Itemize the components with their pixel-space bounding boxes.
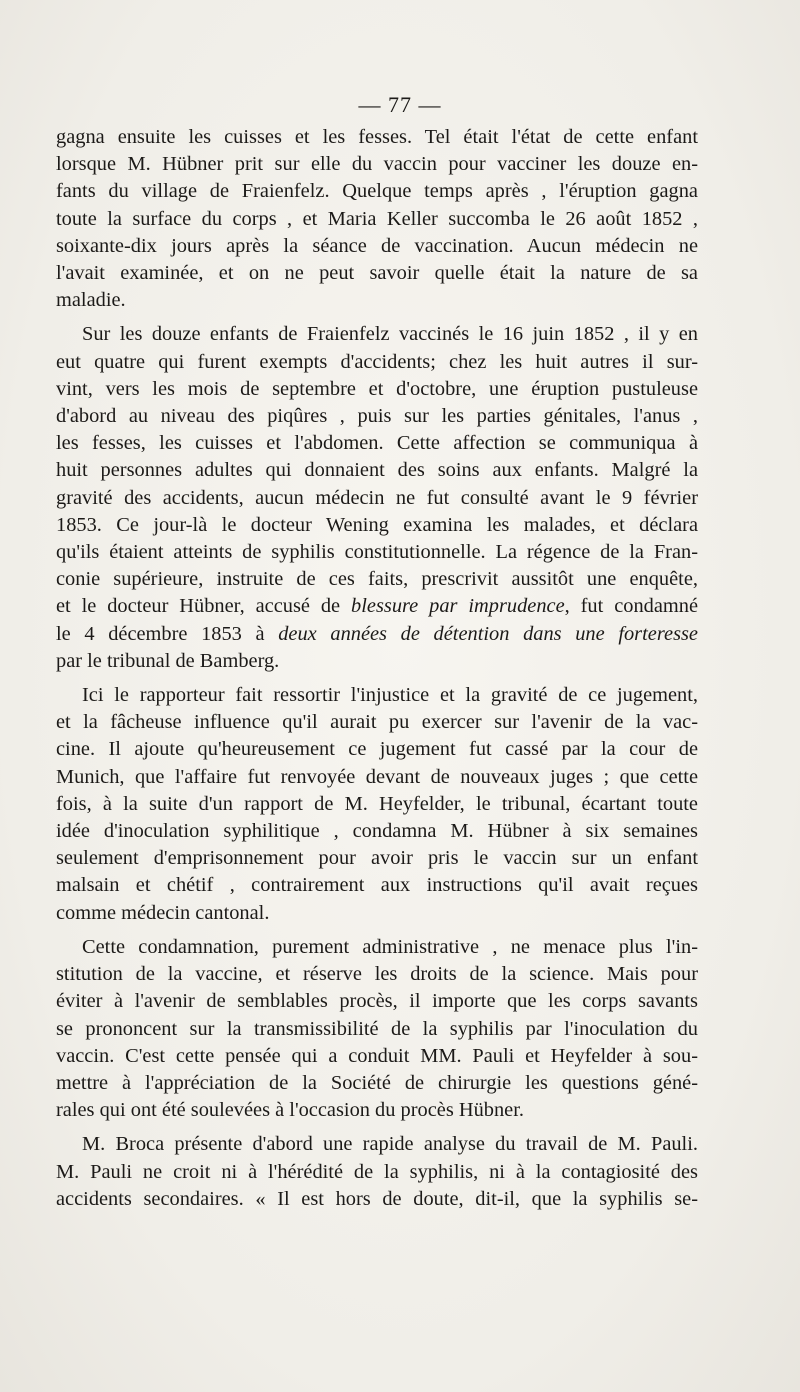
text-line: l'avait examinée, et on ne peut savoir quelle était la nature de sa: [56, 262, 698, 285]
text-line: les fesses, les cuisses et l'abdomen. Cette affection se communiqua à: [56, 432, 698, 455]
text-line: toute la surface du corps , et Maria Keller succomba le 26 août 1852 ,: [56, 207, 698, 230]
text-line: maladie.: [56, 289, 126, 312]
text-line: idée d'inoculation syphilitique , condamna M. Hübner à six semaines: [56, 820, 698, 843]
paragraph-4: [56, 934, 698, 1124]
text-line: vaccin. C'est cette pensée qui a conduit MM. Pauli et Heyfelder à sou-: [56, 1044, 698, 1067]
text-line: gravité des accidents, aucun médecin ne fut consulté avant le 9 février: [56, 486, 698, 509]
text-line: M. Broca présente d'abord une rapide analyse du travail de M. Pauli.: [82, 1133, 698, 1156]
body-text: [56, 124, 698, 1213]
paragraph-5: [56, 1131, 698, 1213]
text-line: seulement d'emprisonnement pour avoir pris le vaccin sur un enfant: [56, 847, 698, 870]
text-line: vint, vers les mois de septembre et d'octobre, une éruption pustuleuse: [56, 377, 698, 400]
text-line: par le tribunal de Bamberg.: [56, 649, 280, 672]
text-line: mettre à l'appréciation de la Société de chirurgie les questions géné-: [56, 1071, 698, 1094]
text-line: fants du village de Fraienfelz. Quelque temps après , l'éruption gagna: [56, 180, 698, 203]
text-line: soixante-dix jours après la séance de vaccination. Aucun médecin ne: [56, 234, 698, 257]
text-line: stitution de la vaccine, et réserve les droits de la science. Mais pour: [56, 963, 698, 986]
text-line: Munich, que l'affaire fut renvoyée devant de nouveaux juges ; que cette: [56, 765, 698, 788]
text-line: Ici le rapporteur fait ressortir l'injustice et la gravité de ce jugement,: [82, 684, 698, 707]
paragraph-2: [56, 321, 698, 675]
text-line: conie supérieure, instruite de ces faits, prescrivit aussitôt une enquête,: [56, 568, 698, 591]
text-line: d'abord au niveau des piqûres , puis sur les parties génitales, l'anus ,: [56, 405, 698, 428]
text-line: eut quatre qui furent exempts d'accidents; chez les huit autres il sur-: [56, 350, 698, 373]
page-number: — 77 —: [358, 92, 442, 117]
text-line: qu'ils étaient atteints de syphilis constitutionnelle. La régence de la Fran-: [56, 541, 698, 564]
text-line: 1853. Ce jour-là le docteur Wening examina les malades, et déclara: [56, 513, 698, 536]
italic-phrase: blessure par imprudence: [351, 595, 565, 618]
text-line: rales qui ont été soulevées à l'occasion du procès Hübner.: [56, 1099, 524, 1122]
paragraph-3: [56, 682, 698, 927]
paragraph-1: [56, 124, 698, 314]
text-line: comme médecin cantonal.: [56, 901, 270, 924]
text-line: Sur les douze enfants de Fraienfelz vaccinés le 16 juin 1852 , il y en: [82, 323, 698, 346]
text-line: huit personnes adultes qui donnaient des soins aux enfants. Malgré la: [56, 459, 698, 482]
text-line: lorsque M. Hübner prit sur elle du vaccin pour vacciner les douze en-: [56, 153, 698, 176]
text-line: malsain et chétif , contrairement aux instructions qu'il avait reçues: [56, 874, 698, 897]
text-line: se prononcent sur la transmissibilité de la syphilis par l'inoculation du: [56, 1017, 698, 1040]
text-line: M. Pauli ne croit ni à l'hérédité de la syphilis, ni à la contagiosité des: [56, 1160, 698, 1183]
italic-phrase: deux années de détention dans une forteresse: [278, 622, 698, 645]
text-line: le 4 décembre 1853 à deux années de détention dans une forteresse: [56, 622, 698, 645]
text-line: gagna ensuite les cuisses et les fesses. Tel était l'état de cette enfant: [56, 126, 698, 148]
text-line: accidents secondaires. « Il est hors de doute, dit-il, que la syphilis se-: [56, 1187, 698, 1210]
text-line: cine. Il ajoute qu'heureusement ce jugement fut cassé par la cour de: [56, 738, 698, 761]
text-line: et le docteur Hübner, accusé de blessure par imprudence, fut condamné: [56, 595, 698, 618]
text-line: Cette condamnation, purement administrative , ne menace plus l'in-: [82, 935, 698, 958]
text-line: éviter à l'avenir de semblables procès, il importe que les corps savants: [56, 990, 698, 1013]
text-line: fois, à la suite d'un rapport de M. Heyfelder, le tribunal, écartant toute: [56, 792, 698, 815]
text-line: et la fâcheuse influence qu'il aurait pu exercer sur l'avenir de la vac-: [56, 711, 698, 734]
